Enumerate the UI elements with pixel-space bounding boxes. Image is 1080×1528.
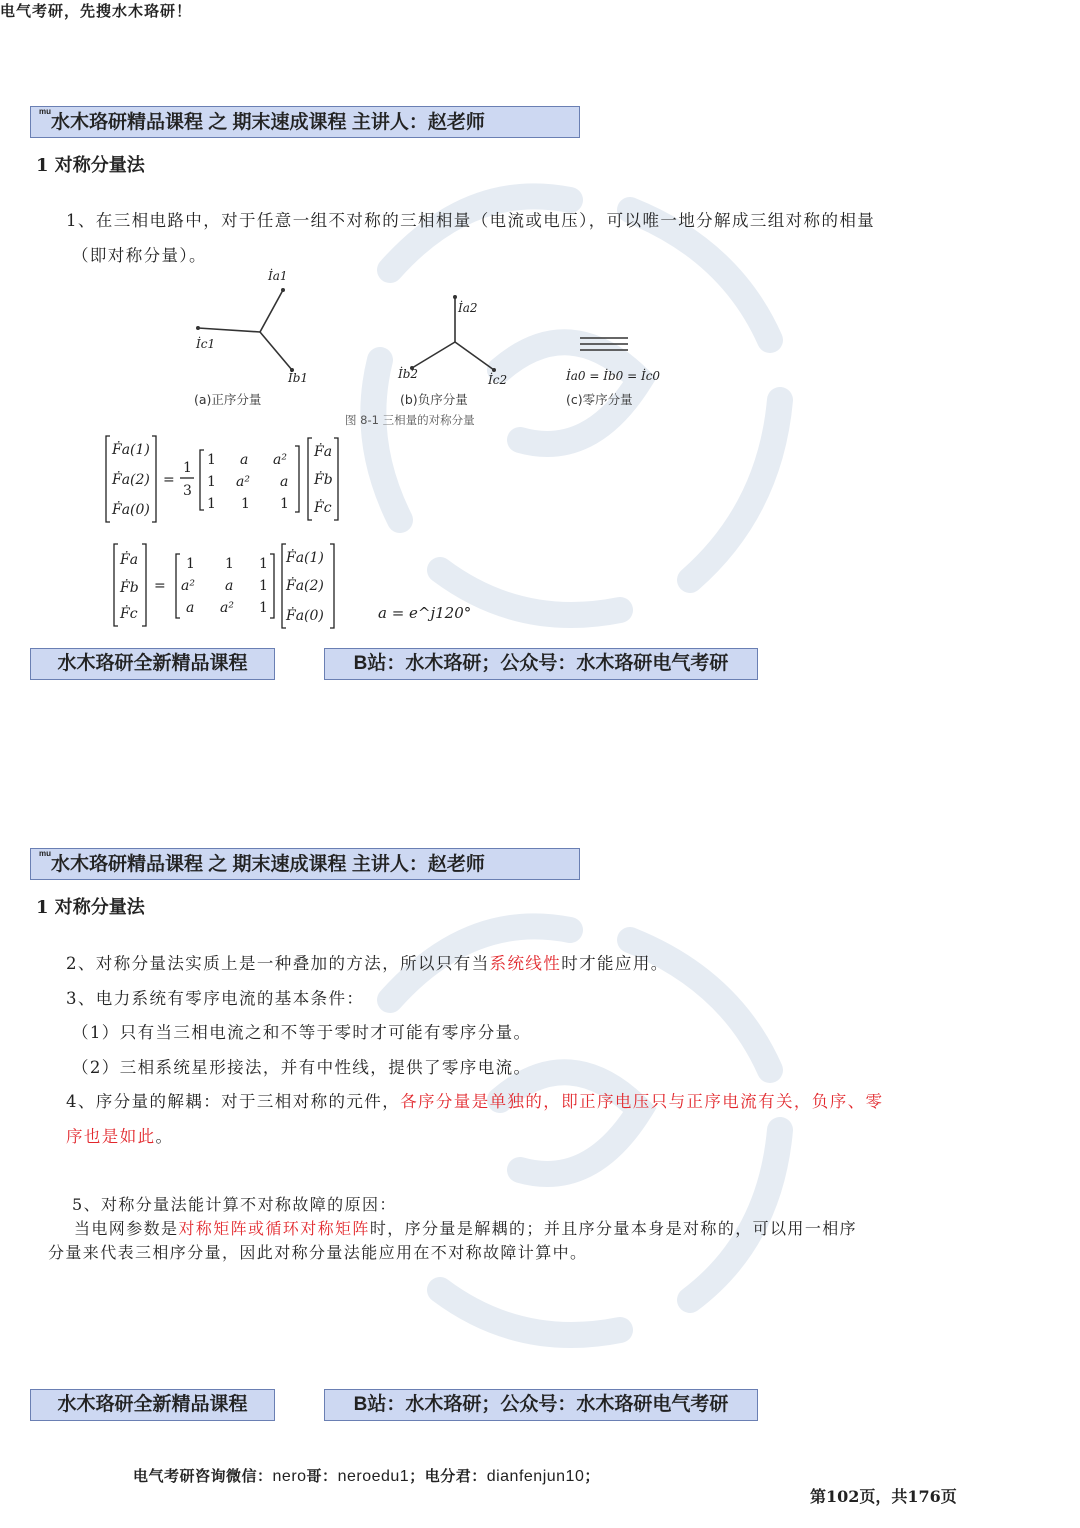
footer-channel-label-2: B站：水木珞研；公众号：水木珞研电气考研 [324, 1389, 758, 1421]
course-banner-2 [30, 848, 580, 880]
contact-wechat-2: dianfenjun10 [486, 1468, 585, 1485]
label-ia2: İa2 [458, 301, 478, 315]
phasor-b1 [260, 332, 292, 370]
page-number: 第102页，共176页 [810, 1487, 957, 1506]
m1-r1c2: a [280, 474, 289, 490]
contact-wechat-1: neroedu1 [337, 1468, 410, 1485]
banner-mark-2: mu [39, 849, 51, 858]
matrix-equation-1 [100, 432, 360, 527]
m2-left-0: Ḟa [120, 552, 139, 568]
m1-left-0: Ḟa(1) [112, 442, 150, 458]
label-ia1: İa1 [268, 269, 288, 283]
m1-right-0: Ḟa [314, 444, 333, 460]
contact-end: ； [584, 1467, 600, 1485]
label-ic1: İc1 [196, 337, 216, 351]
p5-highlight: 对称矩阵或循环对称矩阵 [178, 1219, 370, 1238]
a-definition: a = e^j120° [378, 604, 472, 622]
phasor-c1 [198, 328, 260, 332]
label-zero-eq: İa0 = İb0 = İc0 [566, 369, 661, 383]
m2-right-0: Ḟa(1) [286, 550, 324, 566]
m1-coef-num: 1 [183, 460, 192, 476]
m1-r2c2: 1 [280, 496, 289, 512]
paragraph-3-2: （2）三相系统星形接法，并有中性线，提供了零序电流。 [72, 1058, 532, 1077]
p4-text: 4、序分量的解耦：对于三相对称的元件， [66, 1092, 401, 1111]
p4-highlight-2: 序也是如此 [66, 1127, 156, 1146]
footer-channel-label: B站：水木珞研；公众号：水木珞研电气考研 [324, 648, 758, 680]
m1-coef-den: 3 [183, 483, 192, 499]
m1-left-2: Ḟa(0) [112, 502, 150, 518]
paragraph-5-title: 5、对称分量法能计算不对称故障的原因： [72, 1195, 397, 1214]
paragraph-5-line-1 [74, 1216, 857, 1239]
m2-r2c0: a [186, 600, 195, 616]
m2-r0c2: 1 [259, 556, 268, 572]
label-positive-seq: (a)正序分量 [194, 392, 262, 407]
m1-r1c0: 1 [207, 474, 216, 490]
contact-info [133, 1465, 600, 1486]
matrix-equation-2 [108, 540, 488, 632]
p2-highlight: 系统线性 [489, 954, 562, 973]
paragraph-3-1: （1）只有当三相电流之和不等于零时才可能有零序分量。 [72, 1023, 532, 1042]
label-ib2: İb2 [398, 367, 419, 381]
m2-r1c0: a² [181, 578, 195, 594]
p4-end: 。 [155, 1127, 174, 1146]
m1-r2c1: 1 [241, 496, 250, 512]
m1-r0c0: 1 [207, 452, 216, 468]
p2-text: 2、对称分量法实质上是一种叠加的方法，所以只有当 [66, 954, 490, 973]
m2-equals: = [154, 578, 166, 594]
paragraph-5-line-2: 分量来代表三相序分量，因此对称分量法能应用在不对称故障计算中。 [48, 1243, 588, 1262]
contact-sep-2: ；电分君： [409, 1467, 487, 1485]
paragraph-2 [66, 950, 669, 974]
m2-r0c0: 1 [186, 556, 195, 572]
m2-r2c1: a² [220, 600, 234, 616]
p5-text-a: 当电网参数是 [74, 1219, 179, 1238]
banner-text-2: 水木珞研精品课程 之 期末速成课程 主讲人：赵老师 [51, 854, 485, 875]
p4-highlight-1: 各序分量是单独的，即正序电压只与正序电流有关，负序、零 [400, 1092, 884, 1111]
contact-name: nero [272, 1468, 307, 1485]
contact-sep: 哥： [306, 1467, 338, 1485]
phasor-a1 [260, 290, 283, 332]
p2-text-end: 时才能应用。 [561, 954, 669, 973]
section-title: 1 对称分量法 [36, 155, 145, 176]
paragraph-1-line-2: （即对称分量）。 [72, 246, 207, 265]
p5-text-b: 时，序分量是解耦的；并且序分量本身是对称的，可以用一相序 [369, 1219, 858, 1238]
m1-left-1: Ḟa(2) [112, 472, 150, 488]
m1-r0c2: a² [273, 452, 287, 468]
symmetrical-components-figure [180, 262, 680, 432]
figure-caption: 图 8-1 三相量的对称分量 [345, 413, 475, 427]
contact-prefix: 电气考研咨询微信： [133, 1467, 273, 1485]
label-negative-seq: (b)负序分量 [400, 392, 468, 407]
paragraph-3: 3、电力系统有零序电流的基本条件： [66, 989, 365, 1008]
m1-r0c1: a [240, 452, 249, 468]
m1-r2c0: 1 [207, 496, 216, 512]
m1-right-1: Ḟb [314, 472, 333, 488]
course-banner [30, 106, 580, 138]
section-title-2: 1 对称分量法 [36, 897, 145, 918]
phasor-b2 [412, 342, 455, 368]
banner-text: 水木珞研精品课程 之 期末速成课程 主讲人：赵老师 [51, 112, 485, 133]
paragraph-4-line-1 [66, 1088, 883, 1112]
m2-right-2: Ḟa(0) [286, 608, 324, 624]
label-zero-seq: (c)零序分量 [566, 392, 633, 407]
m2-r2c2: 1 [259, 600, 268, 616]
m2-left-2: Ḟc [120, 606, 138, 622]
phasor-c2 [455, 342, 494, 370]
header-slogan: 电气考研，先搜水木珞研！ [0, 2, 193, 20]
m1-r1c1: a² [236, 474, 250, 490]
m2-r0c1: 1 [225, 556, 234, 572]
m2-r1c1: a [225, 578, 234, 594]
m2-right-1: Ḟa(2) [286, 578, 324, 594]
footer-course-label: 水木珞研全新精品课程 [30, 648, 275, 680]
m1-equals: = [163, 472, 175, 488]
banner-mark: mu [39, 107, 51, 116]
footer-course-label-2: 水木珞研全新精品课程 [30, 1389, 275, 1421]
m2-left-1: Ḟb [120, 580, 139, 596]
label-ic2: İc2 [488, 373, 508, 387]
m2-r1c2: 1 [259, 578, 268, 594]
paragraph-1-line-1: 1、在三相电路中，对于任意一组不对称的三相相量（电流或电压），可以唯一地分解成三组对称的相量 [66, 211, 876, 230]
label-ib1: İb1 [288, 371, 309, 385]
m1-right-2: Ḟc [314, 500, 332, 516]
paragraph-4-line-2 [66, 1123, 173, 1147]
